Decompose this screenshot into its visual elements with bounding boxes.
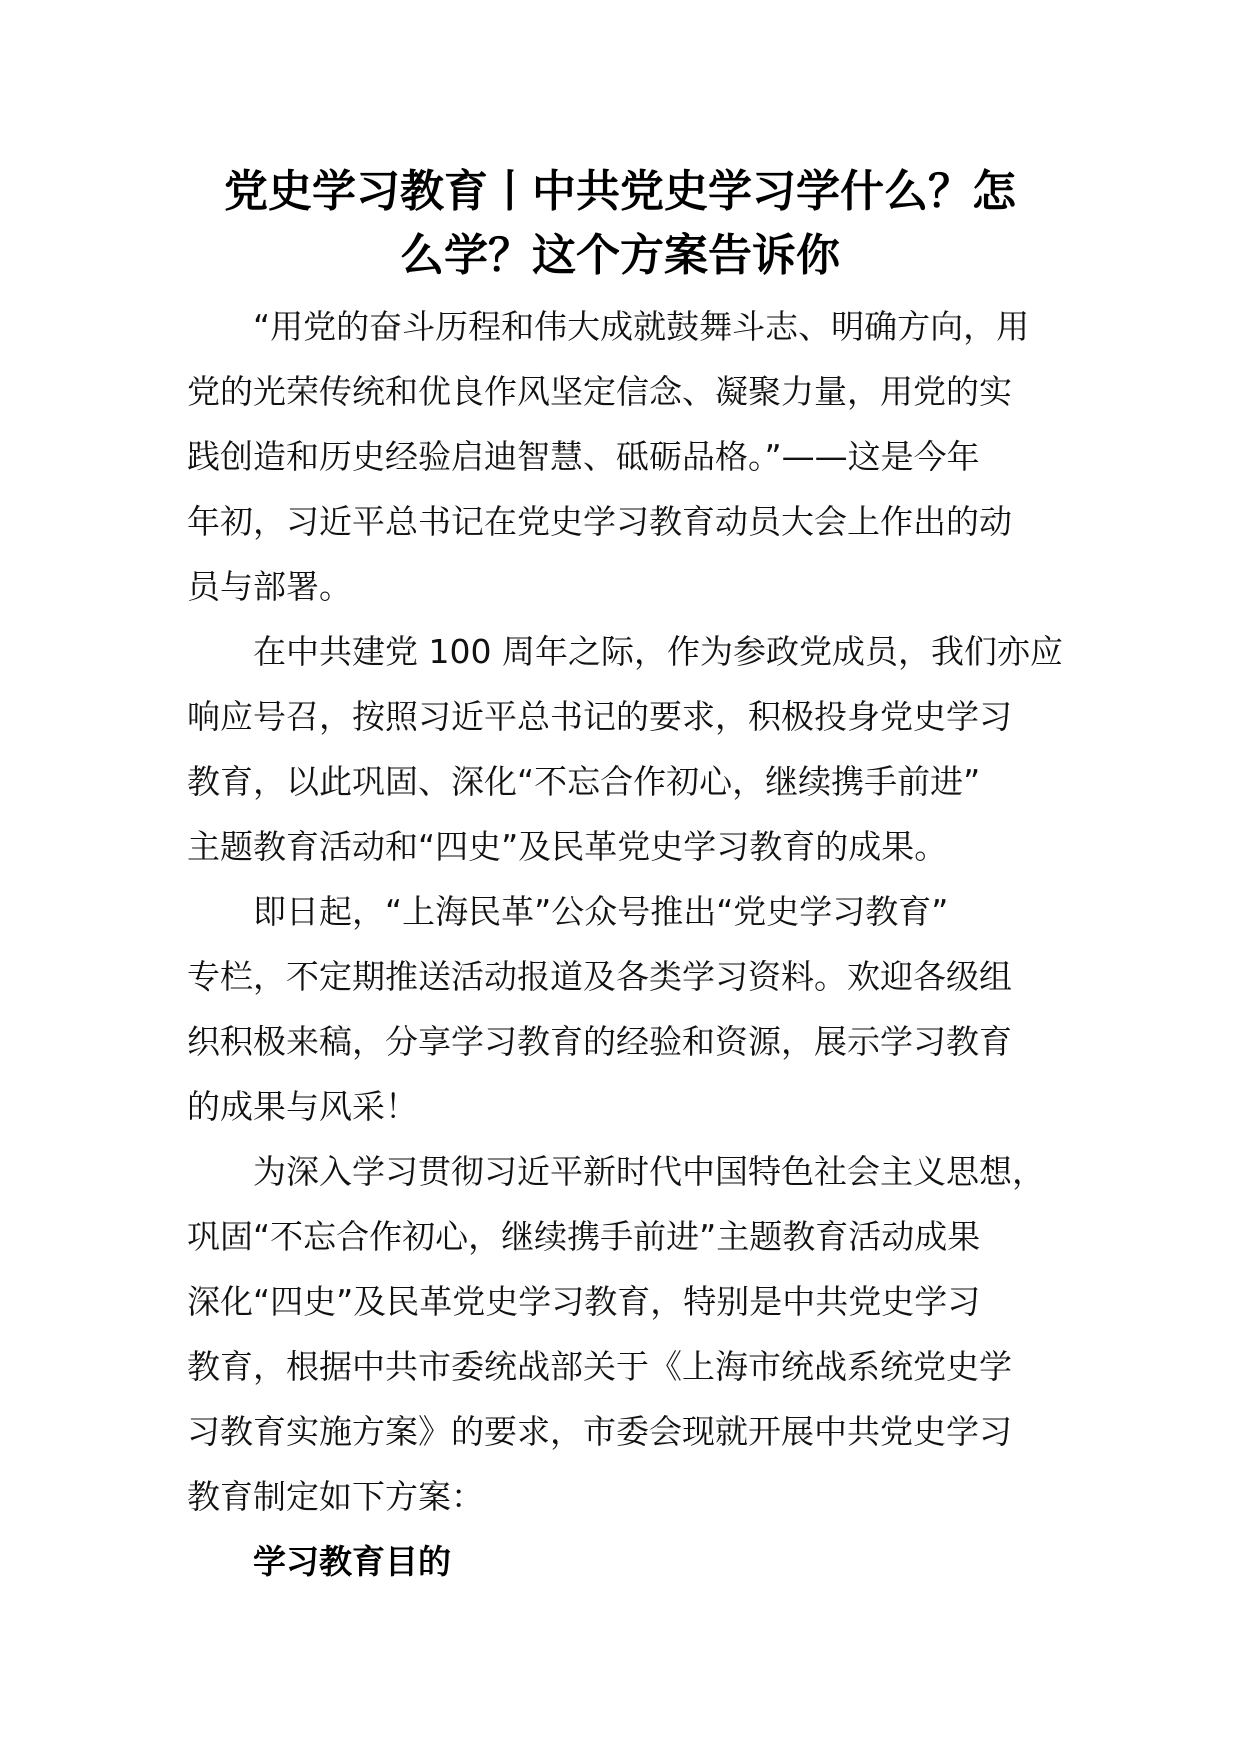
paragraph-line: 深化“四史”及民革党史学习教育，特别是中共党史学习 xyxy=(187,1282,981,1321)
document-title xyxy=(190,160,1050,288)
paragraph-line: 习教育实施方案》的要求，市委会现就开展中共党史学习 xyxy=(187,1412,1012,1451)
paragraph-line: “用党的奋斗历程和伟大成就鼓舞斗志、明确方向，用 xyxy=(253,307,1030,346)
paragraph-line: 教育制定如下方案： xyxy=(187,1477,484,1516)
paragraph-line: 专栏，不定期推送活动报道及各类学习资料。欢迎各级组 xyxy=(187,957,1012,996)
paragraph-line: 主题教育活动和“四史”及民革党史学习教育的成果。 xyxy=(187,827,948,866)
paragraph-line: 党的光荣传统和优良作风坚定信念、凝聚力量，用党的实 xyxy=(187,372,1012,411)
paragraph-3 xyxy=(187,879,1057,1139)
paragraph-line: 为深入学习贯彻习近平新时代中国特色社会主义思想， xyxy=(253,1152,1045,1191)
paragraph-line: 响应号召，按照习近平总书记的要求，积极投身党史学习 xyxy=(187,697,1012,736)
paragraph-line: 教育，以此巩固、深化“不忘合作初心，继续携手前进” xyxy=(187,762,981,801)
paragraph-2 xyxy=(187,619,1063,879)
title-line-1: 党史学习教育丨中共党史学习学什么？怎 xyxy=(224,166,1016,217)
paragraph-line: 教育，根据中共市委统战部关于《上海市统战系统党史学 xyxy=(187,1347,1012,1386)
title-line-2: 么学？这个方案告诉你 xyxy=(400,230,840,281)
paragraph-line: 的成果与风采！ xyxy=(187,1087,418,1126)
paragraph-line: 在中共建党 100 周年之际，作为参政党成员，我们亦应 xyxy=(253,632,1063,671)
paragraph-line: 织积极来稿，分享学习教育的经验和资源，展示学习教育 xyxy=(187,1022,1012,1061)
paragraph-line: 即日起，“上海民革”公众号推出“党史学习教育” xyxy=(253,892,949,931)
paragraph-line: 年初，习近平总书记在党史学习教育动员大会上作出的动 xyxy=(187,502,1012,541)
section-heading: 学习教育目的 xyxy=(253,1542,451,1581)
paragraph-line: 巩固“不忘合作初心，继续携手前进”主题教育活动成果 xyxy=(187,1217,981,1256)
paragraph-line: 员与部署。 xyxy=(187,567,352,606)
paragraph-line: 践创造和历史经验启迪智慧、砥砺品格。”——这是今年 xyxy=(187,437,980,476)
paragraph-1 xyxy=(187,294,1057,619)
paragraph-4 xyxy=(187,1139,1057,1529)
document-body xyxy=(187,294,1063,1594)
